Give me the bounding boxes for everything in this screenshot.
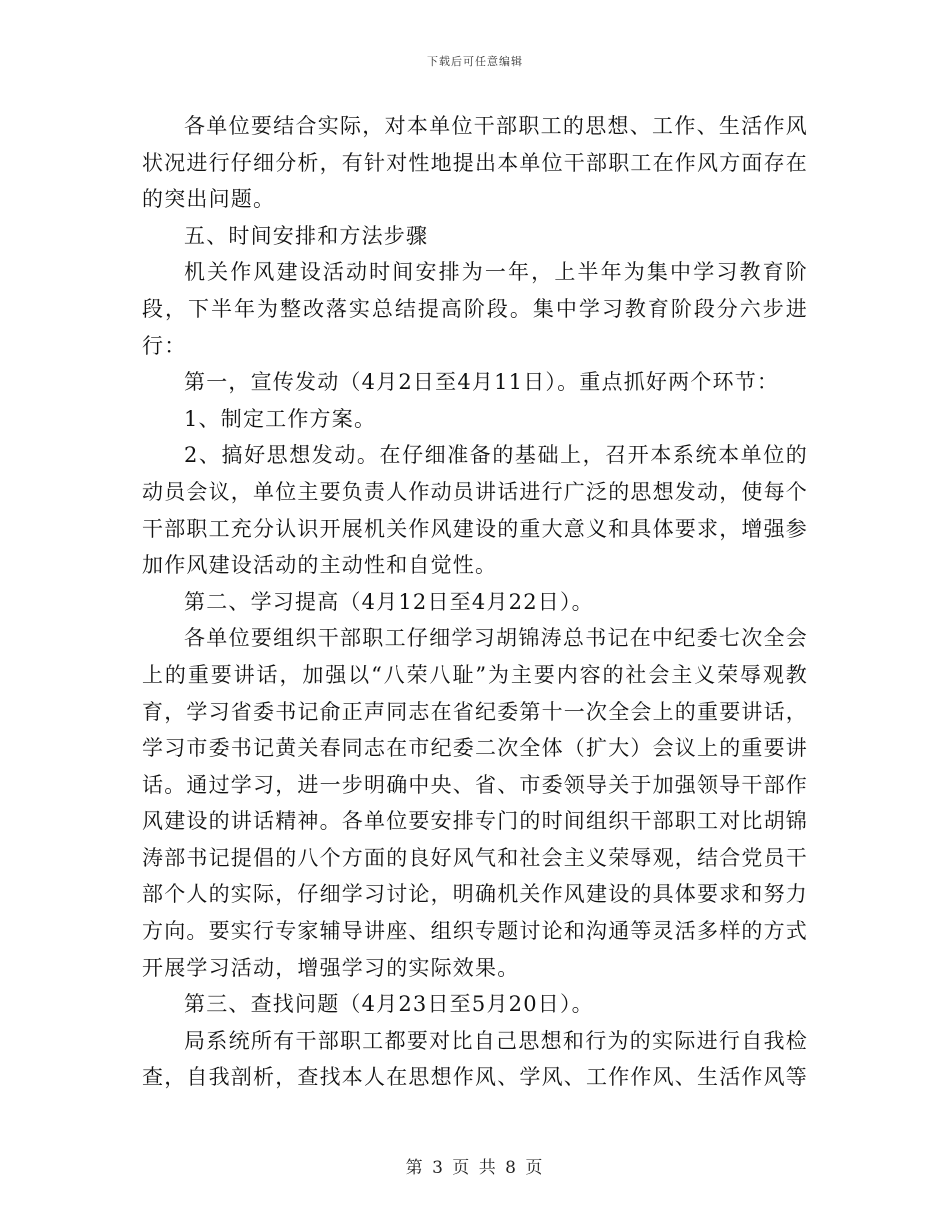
section-heading: 五、时间安排和方法步骤 (184, 223, 429, 248)
step-heading: 第二、学习提高（4月12日至4月22日）。 (184, 589, 594, 614)
paragraph: 各单位要组织干部职工仔细学习胡锦涛总书记在中纪委七次全会上的重要讲话，加强以“八荣八耻”为主要内容的社会主义荣辱观教育，学习省委书记俞正声同志在省纪委第十一次全会上的重要讲话，学习市委书记黄关春同志在市纪委二次全体（扩大）会议上的重要讲话。通过学习，进一步明确中央、省、市委领导关于加强领导干部作风建设的讲话精神。各单位要安排专门的时间组织干部职工对比胡锦涛部书记提倡的八个方面的良好风气和社会主义荣辱观，结合党员干部个人的实际，仔细学习讨论，明确机关作风建设的具体要求和努力方向。要实行专家辅导讲座、组织专题讨论和沟通等灵活多样的方式开展学习活动，增强学习的实际效果。 (142, 626, 808, 980)
page-header: 下载后可任意编辑 (427, 55, 523, 68)
list-item: 1、制定工作方案。 (184, 406, 377, 431)
paragraph: 机关作风建设活动时间安排为一年，上半年为集中学习教育阶段，下半年为整改落实总结提高阶段。集中学习教育阶段分六步进行： (142, 260, 808, 358)
step-heading: 第三、查找问题（4月23日至5月20日）。 (184, 992, 594, 1017)
page-footer: 第 3 页 共 8 页 (405, 1158, 545, 1178)
paragraph: 局系统所有干部职工都要对比自己思想和行为的实际进行自我检查，自我剖析，查找本人在思想作风、学风、工作作风、生活作风等 (142, 1028, 808, 1090)
step-heading: 第一，宣传发动（4月2日至4月11日）。重点抓好两个环节： (184, 370, 780, 395)
paragraph: 各单位要结合实际，对本单位干部职工的思想、工作、生活作风状况进行仔细分析，有针对性地提出本单位干部职工在作风方面存在的突出问题。 (142, 114, 808, 212)
list-item: 2、搞好思想发动。在仔细准备的基础上，召开本系统本单位的动员会议，单位主要负责人作动员讲话进行广泛的思想发动，使每个干部职工充分认识开展机关作风建设的重大意义和具体要求，增强参加作风建设活动的主动性和自觉性。 (142, 443, 808, 578)
document-body (142, 108, 808, 1096)
